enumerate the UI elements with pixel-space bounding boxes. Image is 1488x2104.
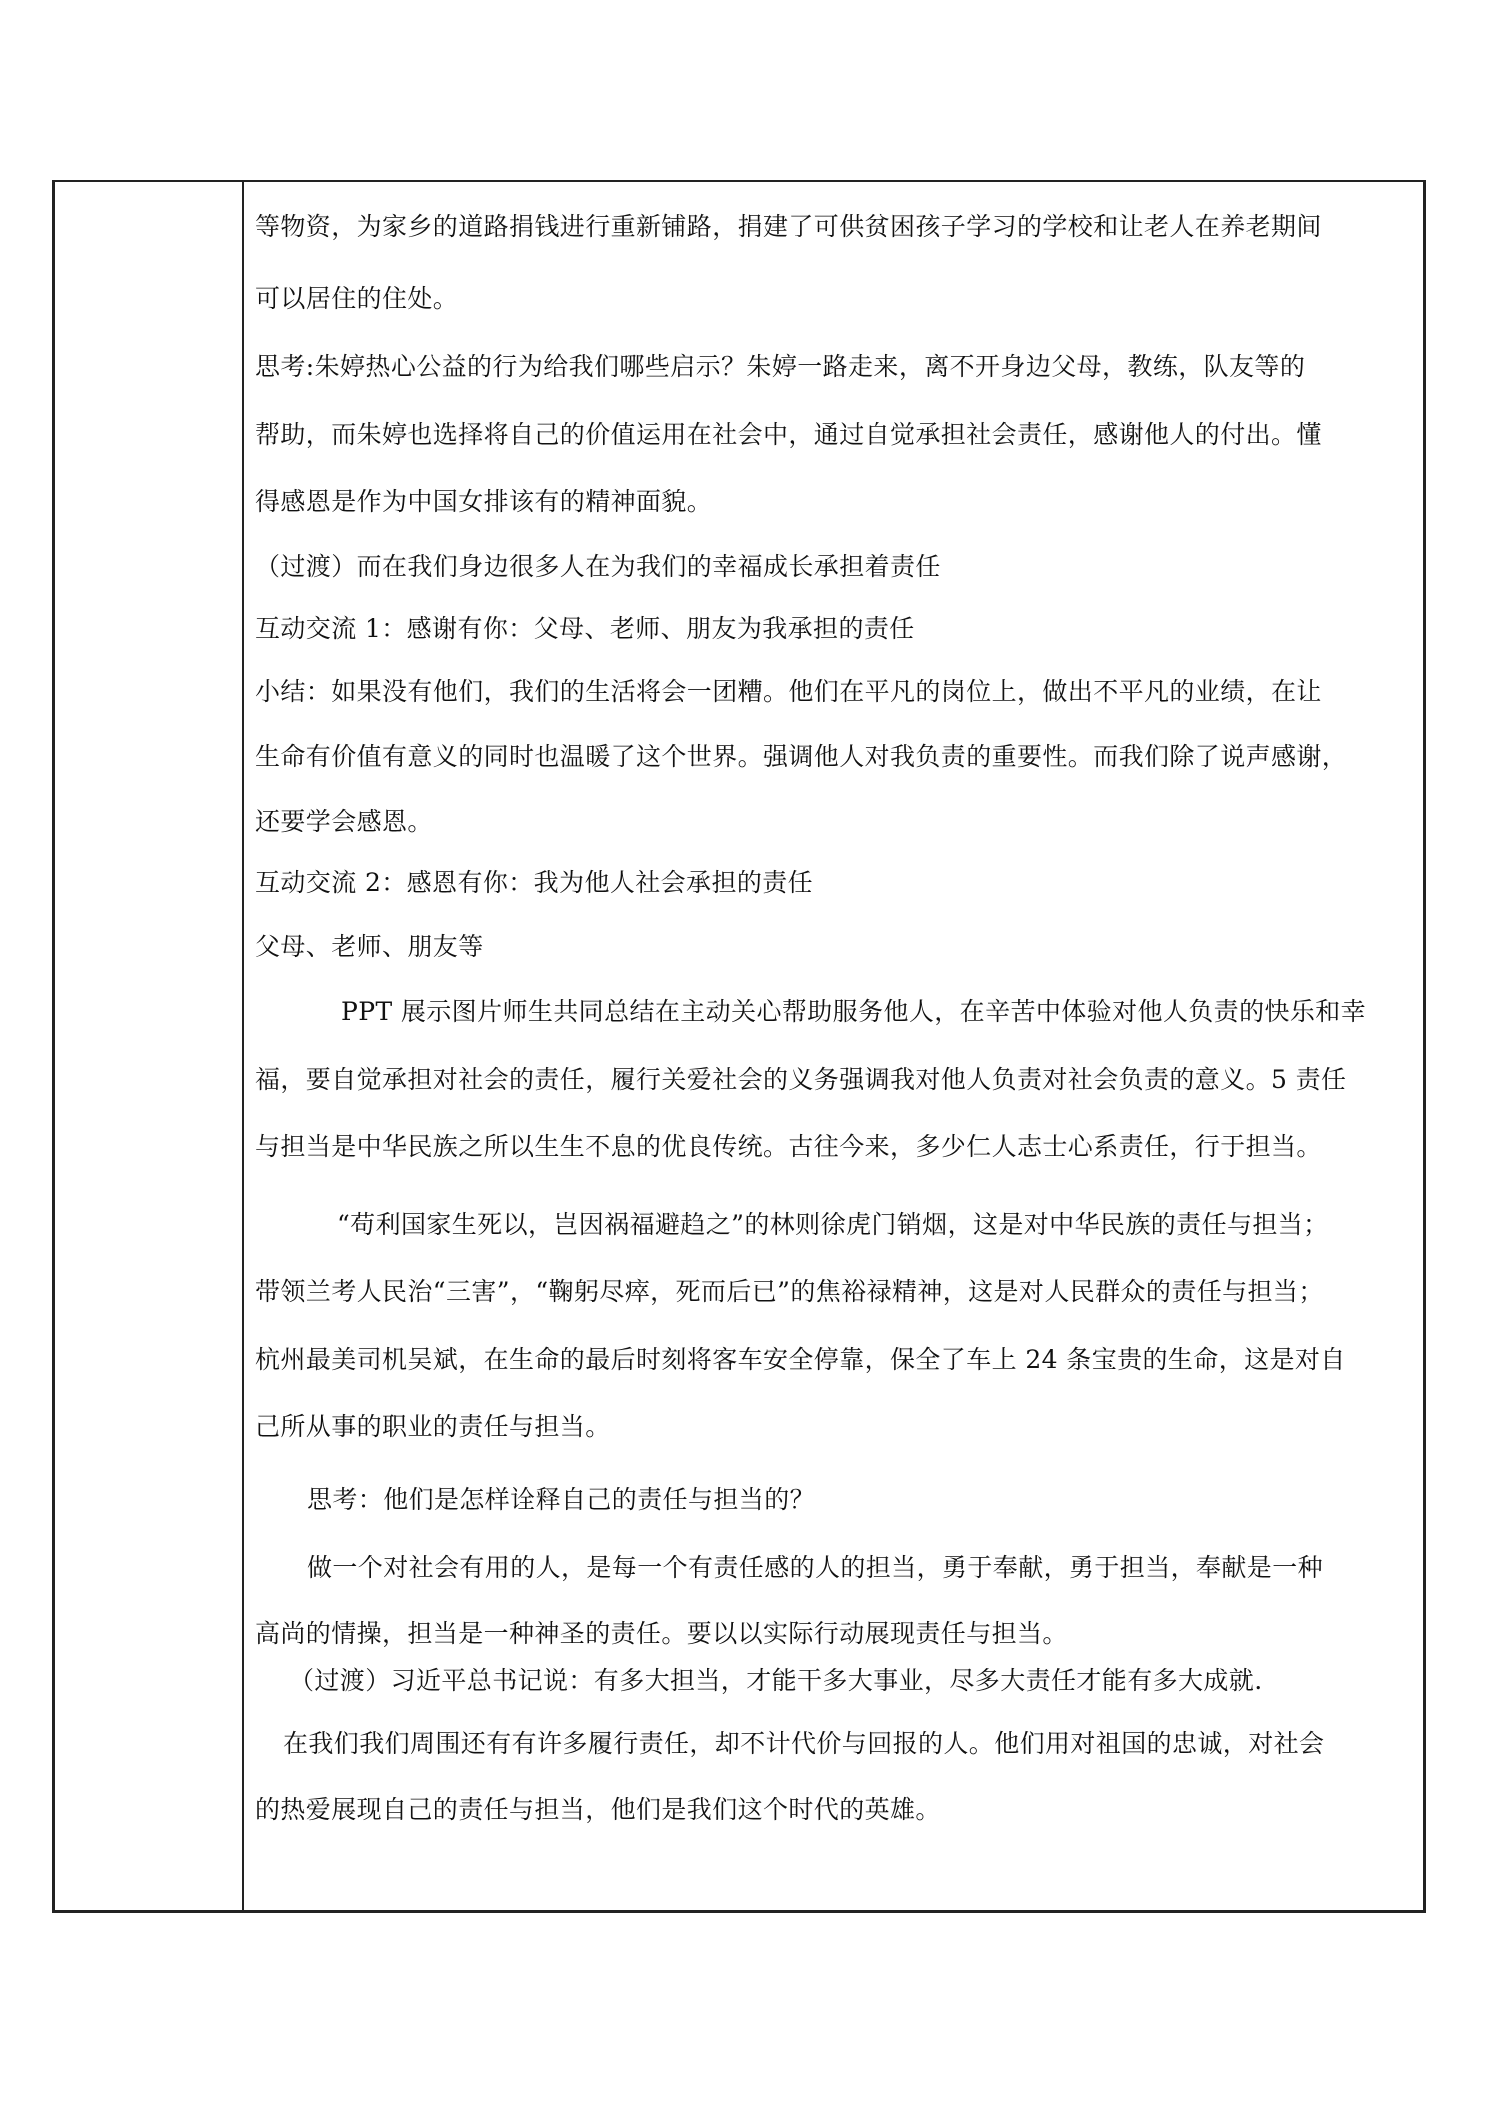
lesson-table [52, 180, 1426, 1913]
column-divider [242, 182, 244, 1910]
text-line: 做一个对社会有用的人，是每一个有责任感的人的担当，勇于奉献，勇于担当，奉献是一种 [307, 1553, 1324, 1582]
text-line: 与担当是中华民族之所以生生不息的优良传统。古往今来，多少仁人志士心系责任，行于担当。 [255, 1132, 1322, 1161]
text-line: 思考：他们是怎样诠释自己的责任与担当的？ [307, 1485, 816, 1514]
text-line: 在我们我们周围还有有许多履行责任，却不计代价与回报的人。他们用对祖国的忠诚，对社会 [283, 1729, 1325, 1758]
text-line: 生命有价值有意义的同时也温暖了这个世界。强调他人对我负责的重要性。而我们除了说声感谢， [255, 742, 1348, 771]
text-line: 互动交流 1：感谢有你：父母、老师、朋友为我承担的责任 [255, 614, 915, 643]
text-line: 杭州最美司机吴斌，在生命的最后时刻将客车安全停靠，保全了车上 24 条宝贵的生命，这是对自 [255, 1345, 1346, 1374]
text-line: 福，要自觉承担对社会的责任，履行关爱社会的义务强调我对他人负责对社会负责的意义。5 责任 [255, 1065, 1347, 1094]
text-line: 思考:朱婷热心公益的行为给我们哪些启示？朱婷一路走来，离不开身边父母，教练，队友等的 [255, 352, 1306, 381]
text-line: PPT 展示图片师生共同总结在主动关心帮助服务他人，在辛苦中体验对他人负责的快乐和幸 [341, 997, 1367, 1026]
text-line: 己所从事的职业的责任与担当。 [255, 1412, 611, 1441]
text-line: 还要学会感恩。 [255, 807, 433, 836]
text-line: （过渡）习近平总书记说：有多大担当，才能干多大事业，尽多大责任才能有多大成就. [289, 1666, 1263, 1695]
text-line: 小结：如果没有他们，我们的生活将会一团糟。他们在平凡的岗位上，做出不平凡的业绩，在让 [255, 677, 1322, 706]
text-line: 帮助，而朱婷也选择将自己的价值运用在社会中，通过自觉承担社会责任，感谢他人的付出。懂 [255, 420, 1322, 449]
text-line: 父母、老师、朋友等 [255, 932, 484, 961]
text-line: “苟利国家生死以，岂因祸福避趋之”的林则徐虎门销烟，这是对中华民族的责任与担当； [337, 1210, 1329, 1239]
text-line: 可以居住的住处。 [255, 284, 459, 313]
text-line: （过渡）而在我们身边很多人在为我们的幸福成长承担着责任 [255, 552, 941, 581]
text-line: 带领兰考人民治“三害”，“鞠躬尽瘁，死而后已”的焦裕禄精神，这是对人民群众的责任与担当； [255, 1277, 1324, 1306]
text-line: 等物资，为家乡的道路捐钱进行重新铺路，捐建了可供贫困孩子学习的学校和让老人在养老期间 [255, 212, 1322, 241]
text-line: 得感恩是作为中国女排该有的精神面貌。 [255, 487, 713, 516]
text-line: 互动交流 2：感恩有你：我为他人社会承担的责任 [255, 868, 814, 897]
text-line: 高尚的情操，担当是一种神圣的责任。要以以实际行动展现责任与担当。 [255, 1619, 1068, 1648]
text-line: 的热爱展现自己的责任与担当，他们是我们这个时代的英雄。 [255, 1795, 941, 1824]
